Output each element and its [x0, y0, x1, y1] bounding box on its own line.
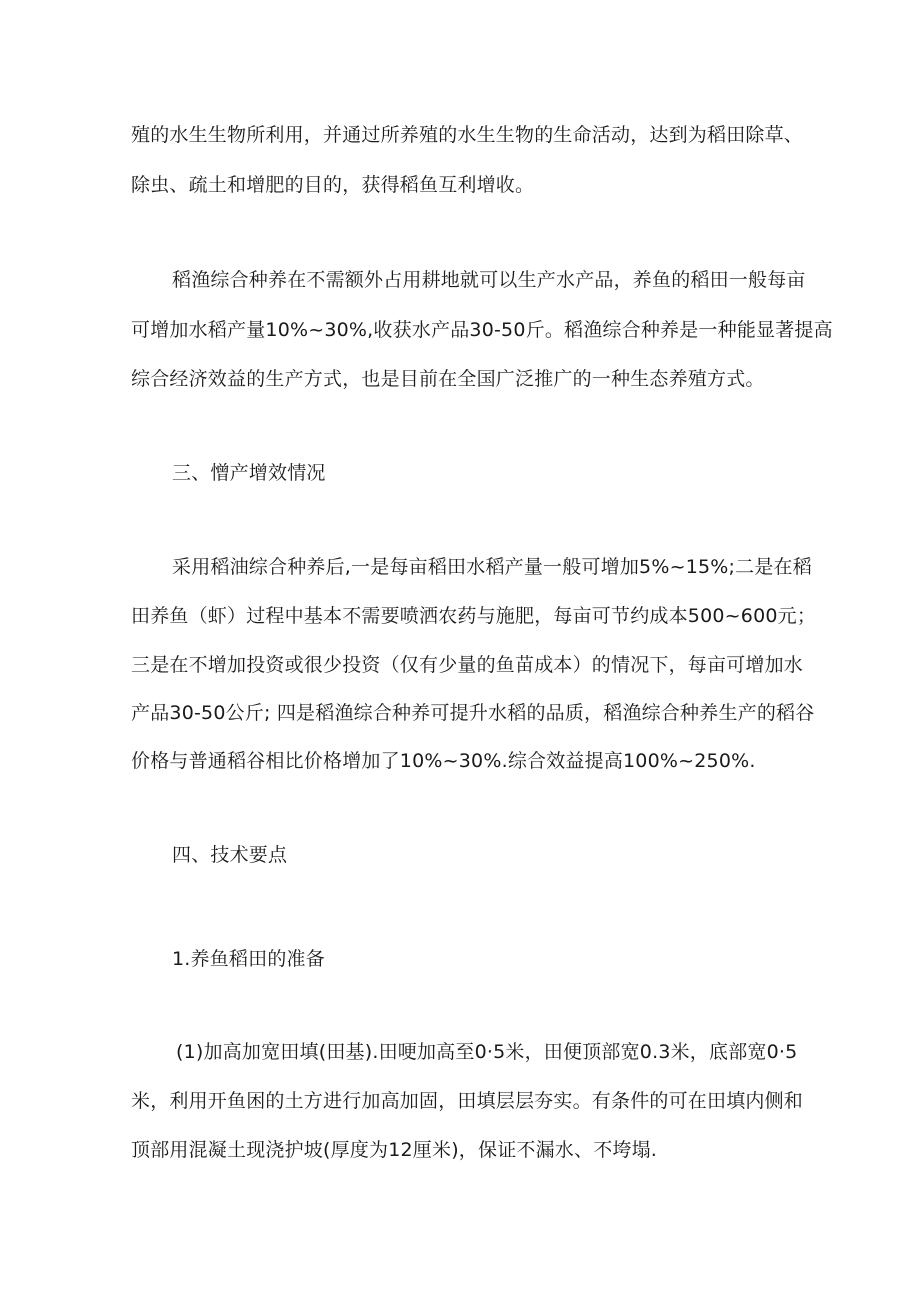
paragraph-3-line-2: 田养鱼（虾）过程中基本不需要喷洒农药与施肥，每亩可节约成本500~600元；	[131, 605, 817, 627]
paragraph-2-line-2: 可增加水稻产量10%~30%,收获水产品30-50斤。稻渔综合种养是一种能显著提高	[131, 319, 833, 341]
paragraph-3-line-5: 价格与普通稻谷相比价格增加了10%~30%.综合效益提高100%~250%.	[131, 750, 756, 772]
paragraph-4-line-2: 米，利用开鱼困的土方进行加高加固，田填层层夯实。有条件的可在田填内侧和	[131, 1090, 804, 1112]
paragraph-3-line-3: 三是在不增加投资或很少投资（仅有少量的鱼苗成本）的情况下，每亩可增加水	[131, 654, 804, 676]
paragraph-3-line-4: 产品30-50公斤; 四是稻渔综合种养可提升水稻的品质，稻渔综合种养生产的稻谷	[131, 702, 815, 724]
paragraph-2-line-1: 稻渔综合种养在不需额外占用耕地就可以生产水产品，养鱼的稻田一般每亩	[172, 269, 806, 291]
paragraph-3-line-1: 采用稻油综合种养后,一是每亩稻田水稻产量一般可增加5%~15%;二是在稻	[172, 556, 812, 578]
paragraph-2-line-3: 综合经济效益的生产方式，也是目前在全国广泛推广的一种生态养殖方式。	[131, 368, 765, 390]
paragraph-1-line-2: 除虫、疏土和增肥的目的，获得稻鱼互利增收。	[131, 174, 535, 196]
paragraph-4-line-1: (1)加高加宽田填(田基).田哽加高至0·5米，田便顶部宽0.3米，底部宽0·5	[176, 1041, 798, 1063]
section-heading-3: 三、憎产增效情况	[172, 462, 326, 484]
subsection-heading-1: 1.养鱼稻田的准备	[172, 948, 325, 970]
section-heading-4: 四、技术要点	[172, 844, 288, 866]
paragraph-1-line-1: 殖的水生生物所利用，并通过所养殖的水生生物的生命活动，达到为稻田除草、	[131, 124, 804, 146]
paragraph-4-line-3: 顶部用混凝土现浇护坡(厚度为12厘米)，保证不漏水、不垮塌.	[131, 1139, 658, 1161]
